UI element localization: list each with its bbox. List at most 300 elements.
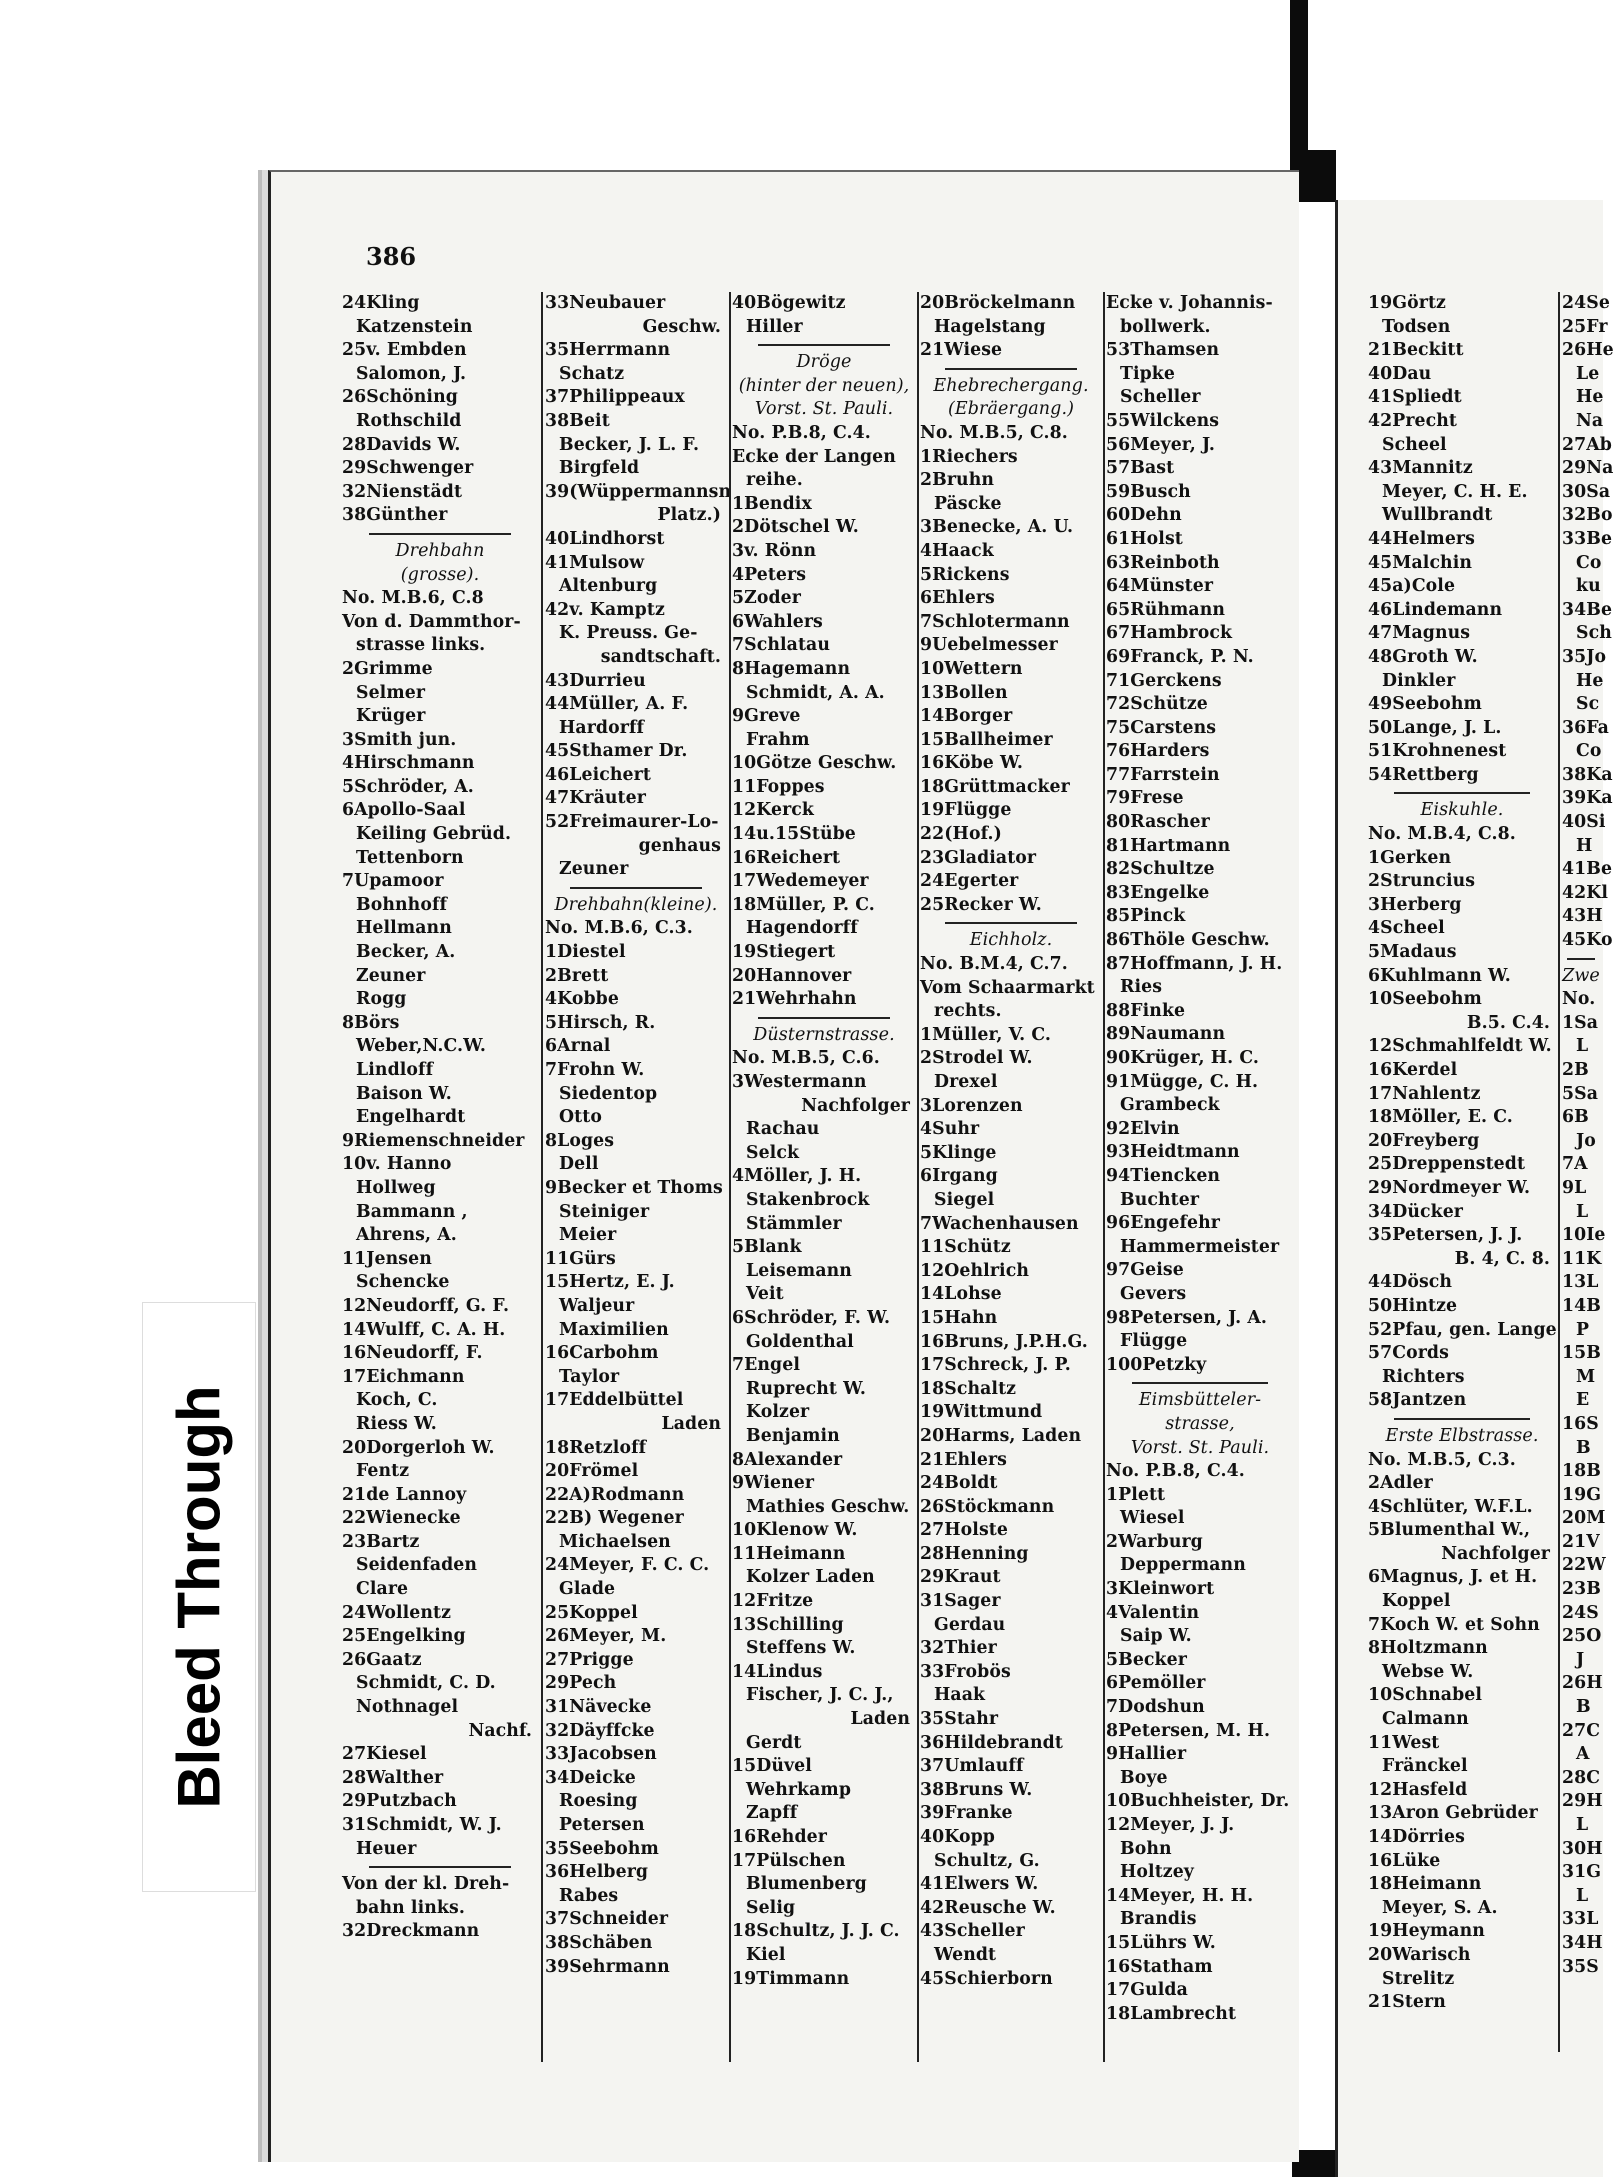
entry-line: 100Petzky <box>1106 1354 1207 1375</box>
entry-line: 43Scheller <box>920 1921 1025 1942</box>
entry-line: 76Harders <box>1106 741 1210 762</box>
entry-line: 11Schütz <box>920 1237 1011 1258</box>
entry-line: 33Jacobsen <box>545 1744 657 1765</box>
entry-line: 42v. Kamptz <box>545 599 665 620</box>
entry-line: 5Zoder <box>732 588 801 609</box>
entry-line: 53Thamsen <box>1106 340 1220 361</box>
entry-line: 42Reusche W. <box>920 1897 1056 1918</box>
entry-line: L <box>1576 1036 1589 1057</box>
entry-line: 29Pech <box>545 1673 617 1694</box>
entry-line: 12Kerck <box>732 800 814 821</box>
entry-line: 57Cords <box>1368 1343 1449 1364</box>
entry-line: Wiesel <box>1120 1508 1185 1529</box>
entry-line: 69Franck, P. N. <box>1106 646 1254 667</box>
entry-line: Richters <box>1382 1366 1465 1387</box>
entry-line: 14Lindus <box>732 1661 823 1682</box>
entry-line: 6Irgang <box>920 1166 998 1187</box>
entry-line: 36Helberg <box>545 1862 649 1883</box>
entry-line: Petersen <box>559 1815 645 1835</box>
entry-line: 26Gaatz <box>342 1649 422 1670</box>
entry-line: 34H <box>1562 1932 1603 1953</box>
entry-line: Goldenthal <box>746 1331 854 1352</box>
entry-line: 18Retzloff <box>545 1437 647 1458</box>
entry-line: 31Schmidt, W. J. <box>342 1815 502 1835</box>
entry-line: 6B <box>1562 1107 1589 1128</box>
entry-line: Saip W. <box>1120 1626 1192 1647</box>
entry-line: 39Ka <box>1562 788 1613 809</box>
entry-line: 25v. Embden <box>342 340 467 361</box>
entry-line: 56Meyer, J. <box>1106 434 1216 455</box>
entry-line: Keiling Gebrüd. <box>356 824 512 845</box>
entry-line: Selig <box>746 1897 796 1918</box>
entry-line: Holtzey <box>1120 1862 1194 1883</box>
entry-line: 2Bruhn <box>920 470 995 491</box>
entry-line: 49Seebohm <box>1368 694 1482 715</box>
section-rule <box>920 363 1102 375</box>
entry-line: 2B <box>1562 1060 1589 1080</box>
street-heading: Vorst. St. Pauli. <box>754 399 894 420</box>
entry-line: Wullbrandt <box>1382 505 1493 526</box>
entry-line: Jo <box>1576 1130 1596 1151</box>
entry-line: B <box>1576 1697 1591 1718</box>
entry-line: Na <box>1576 410 1604 431</box>
entry-line: Otto <box>559 1107 602 1128</box>
entry-line: 67Hambrock <box>1106 623 1233 644</box>
entry-line: 63Reinboth <box>1106 552 1220 573</box>
entry-line: Dell <box>559 1154 599 1175</box>
entry-line: 42Precht <box>1368 410 1458 431</box>
entry-line: 19G <box>1562 1484 1602 1505</box>
entry-line: 82Schultze <box>1106 859 1215 880</box>
entry-line: 15B <box>1562 1343 1601 1364</box>
entry-line: Drexel <box>934 1072 998 1092</box>
entry-line: 29Kraut <box>920 1567 1001 1588</box>
entry-line: 77Farrstein <box>1106 764 1220 785</box>
entry-line: 30Sa <box>1562 481 1611 502</box>
entry-line: 9Becker et Thoms <box>545 1177 723 1198</box>
entry-line: Becker, A. <box>356 942 456 963</box>
entry-line: 3v. Rönn <box>732 540 817 561</box>
entry-line: 37Philippeaux <box>545 387 685 408</box>
entry-line: L <box>1576 1201 1589 1222</box>
directory-column-6 <box>1368 292 1556 2015</box>
entry-line: Kiel <box>746 1944 786 1965</box>
directory-column-3 <box>732 292 916 1991</box>
entry-line: 9Wiener <box>732 1473 815 1494</box>
entry-line: Tipke <box>1120 363 1175 384</box>
entry-line: H <box>1576 835 1593 856</box>
entry-line: Gevers <box>1120 1283 1187 1304</box>
entry-line: 40Bögewitz <box>732 293 846 313</box>
entry-line: 11Foppes <box>732 776 825 797</box>
entry-line: 26Meyer, M. <box>545 1626 667 1647</box>
street-heading: (hinter der neuen), <box>738 375 910 396</box>
entry-line: 4Schlüter, W.F.L. <box>1368 1496 1533 1517</box>
entry-line: 35Herrmann <box>545 340 671 361</box>
entry-line: Heuer <box>356 1838 417 1859</box>
entry-line: Fischer, J. C. J., <box>746 1685 894 1706</box>
entry-line: 12Meyer, J. J. <box>1106 1815 1235 1835</box>
entry-line: 15Hahn <box>920 1307 998 1328</box>
entry-line: 25Recker W. <box>920 894 1042 915</box>
entry-line: 7Schlatau <box>732 635 830 656</box>
entry-line: 1Müller, V. C. <box>920 1024 1052 1045</box>
entry-line: Von der kl. Dreh- <box>342 1874 510 1895</box>
entry-line: 28Henning <box>920 1543 1029 1564</box>
entry-line: 8Börs <box>342 1012 400 1033</box>
entry-line: 8Hagemann <box>732 658 851 679</box>
entry-line: 4Möller, J. H. <box>732 1166 862 1187</box>
entry-line: 27Kiesel <box>342 1744 427 1765</box>
entry-line: Von d. Dammthor- <box>342 611 521 632</box>
entry-line: Michaelsen <box>559 1531 671 1552</box>
entry-line: sandtschaft. <box>600 646 721 667</box>
entry-line: 23Bartz <box>342 1531 420 1552</box>
entry-line: 15Lührs W. <box>1106 1932 1216 1953</box>
entry-line: Fentz <box>356 1461 410 1482</box>
entry-line: 13Aron Gebrüder <box>1368 1803 1538 1824</box>
entry-line: 33Frobös <box>920 1661 1011 1682</box>
section-rule <box>545 882 727 894</box>
entry-line: Sch <box>1576 623 1612 644</box>
entry-line: 20Hannover <box>732 965 852 986</box>
entry-line: 61Holst <box>1106 528 1183 549</box>
entry-line: Calmann <box>1382 1709 1469 1730</box>
entry-line: 18Schaltz <box>920 1378 1017 1399</box>
entry-line: 18Grüttmacker <box>920 776 1070 797</box>
scan-edge-top-bar-right <box>1298 150 1336 202</box>
entry-line: Bohnhoff <box>356 894 448 915</box>
entry-line: 23B <box>1562 1579 1601 1600</box>
entry-line: 64Münster <box>1106 576 1214 597</box>
entry-line: Rabes <box>559 1885 619 1906</box>
entry-line: 1Sa <box>1562 1012 1599 1033</box>
directory-column-2 <box>545 292 732 1979</box>
entry-line: 54Rettberg <box>1368 764 1479 785</box>
entry-line: 16Köbe W. <box>920 753 1023 774</box>
entry-line: Laden <box>850 1709 910 1730</box>
entry-line: 26He <box>1562 340 1614 361</box>
entry-line: 2Grimme <box>342 658 433 679</box>
entry-line: 33Neubauer <box>545 293 666 313</box>
entry-line: 39(Wüppermannsn <box>545 481 732 502</box>
entry-line: 50Hintze <box>1368 1295 1458 1316</box>
street-heading: (Ebräergang.) <box>947 399 1075 420</box>
entry-line: 4Valentin <box>1106 1602 1200 1623</box>
entry-line: 37Umlauff <box>920 1756 1024 1777</box>
entry-line: B <box>1576 1437 1591 1458</box>
entry-line: 96Engefehr <box>1106 1213 1220 1234</box>
entry-line: 16Lüke <box>1368 1850 1441 1871</box>
entry-line: 19Timmann <box>732 1968 850 1989</box>
entry-line: 9Greve <box>732 706 801 727</box>
entry-line: 28C <box>1562 1767 1601 1788</box>
street-heading: Dröge <box>796 352 852 373</box>
entry-line: ku <box>1576 576 1601 597</box>
entry-line: Ecke v. Johannis- <box>1106 293 1273 313</box>
entry-line: Päscke <box>934 493 1002 514</box>
entry-line: 8Holtzmann <box>1368 1638 1488 1659</box>
district-code: No. M.B.6, C.8 <box>342 588 484 609</box>
entry-line: 34Deicke <box>545 1767 636 1788</box>
entry-line: Salomon, J. <box>356 363 467 384</box>
entry-line: 21V <box>1562 1531 1600 1552</box>
entry-line: 6Kuhlmann W. <box>1368 965 1511 986</box>
entry-line: 20Frömel <box>545 1461 639 1482</box>
entry-line: Schencke <box>356 1272 450 1293</box>
entry-line: 52Pfau, gen. Lange <box>1368 1319 1557 1340</box>
entry-line: 10v. Hanno <box>342 1154 452 1175</box>
entry-line: Koppel <box>1382 1591 1451 1612</box>
entry-line: 13Bollen <box>920 682 1008 703</box>
entry-line: 40Kopp <box>920 1827 995 1847</box>
entry-line: 75Carstens <box>1106 717 1217 738</box>
entry-line: 34Dücker <box>1368 1201 1463 1222</box>
entry-line: Schultz, G. <box>934 1850 1040 1871</box>
entry-line: 57Bast <box>1106 458 1175 479</box>
entry-line: 17Schreck, J. P. <box>920 1355 1071 1376</box>
entry-line: 59Busch <box>1106 481 1191 502</box>
section-rule <box>732 1012 916 1024</box>
column-divider <box>1103 292 1105 2062</box>
entry-line: 14Wulff, C. A. H. <box>342 1319 506 1340</box>
entry-line: 5Madaus <box>1368 942 1457 963</box>
entry-line: 19Heymann <box>1368 1921 1485 1942</box>
entry-line: reihe. <box>746 470 803 491</box>
entry-line: 25Engelking <box>342 1626 466 1647</box>
entry-line: Fränckel <box>1382 1756 1468 1777</box>
street-heading: Eimsbütteler- <box>1138 1390 1262 1411</box>
entry-line: Siegel <box>934 1189 995 1210</box>
entry-line: Nachf. <box>468 1720 532 1741</box>
entry-line: 5Klinge <box>920 1142 997 1163</box>
entry-line: 23Gladiator <box>920 847 1037 868</box>
entry-line: 88Finke <box>1106 1000 1186 1021</box>
entry-line: 27Ab <box>1562 434 1612 455</box>
entry-line: Scheel <box>1382 434 1447 455</box>
entry-line: 38Beit <box>545 410 610 431</box>
entry-line: Hagendorff <box>746 918 858 939</box>
entry-line: 10Wettern <box>920 658 1023 679</box>
entry-line: 2Adler <box>1368 1473 1433 1494</box>
entry-line: 21Wehrhahn <box>732 989 857 1010</box>
directory-column-4 <box>920 292 1102 1991</box>
entry-line: Zeuner <box>559 859 629 880</box>
entry-line: 16Neudorff, F. <box>342 1343 483 1364</box>
entry-line: 24Meyer, F. C. C. <box>545 1555 710 1576</box>
entry-line: 11Jensen <box>342 1248 432 1269</box>
entry-line: 58Jantzen <box>1368 1390 1467 1411</box>
entry-line: Nachfolger <box>1441 1543 1550 1564</box>
entry-line: 5Becker <box>1106 1649 1187 1670</box>
entry-line: 46Lindemann <box>1368 599 1503 620</box>
entry-line: 20Harms, Laden <box>920 1425 1082 1446</box>
entry-line: Becker, J. L. F. <box>559 434 700 455</box>
entry-line: 14u.15Stübe <box>732 824 856 845</box>
entry-line: 8Petersen, M. H. <box>1106 1720 1271 1741</box>
entry-line: 44Dösch <box>1368 1272 1453 1293</box>
entry-line: 39Sehrmann <box>545 1956 670 1977</box>
entry-line: 50Lange, J. L. <box>1368 717 1502 738</box>
entry-line: 6Arnal <box>545 1036 611 1057</box>
entry-line: 91Mügge, C. H. <box>1106 1071 1259 1092</box>
entry-line: 25Dreppenstedt <box>1368 1154 1526 1175</box>
entry-line: 20Dorgerloh W. <box>342 1437 495 1458</box>
entry-line: 20Warisch <box>1368 1944 1471 1965</box>
entry-line: 13L <box>1562 1272 1599 1293</box>
entry-line: 12Oehlrich <box>920 1260 1029 1281</box>
entry-line: 47Magnus <box>1368 623 1471 644</box>
entry-line: 29Na <box>1562 458 1614 479</box>
entry-line: Nachfolger <box>801 1095 910 1116</box>
entry-line: Kolzer Laden <box>746 1567 875 1588</box>
entry-line: 94Tiencken <box>1106 1165 1221 1186</box>
entry-line: 16Statham <box>1106 1956 1213 1977</box>
entry-line: Meier <box>559 1225 617 1246</box>
entry-line: 71Gerckens <box>1106 670 1222 691</box>
column-divider <box>729 292 731 2062</box>
street-heading: Eichholz. <box>969 930 1053 951</box>
bleed-through-label <box>142 1302 256 1892</box>
entry-line: Krüger <box>356 706 426 727</box>
entry-line: Ahrens, A. <box>356 1225 457 1246</box>
entry-line: 22Wienecke <box>342 1508 461 1529</box>
entry-line: bahn links. <box>356 1897 465 1918</box>
entry-line: 44Müller, A. F. <box>545 694 689 715</box>
entry-line: 20M <box>1562 1508 1606 1529</box>
entry-line: 25O <box>1562 1626 1602 1647</box>
entry-line: Haak <box>934 1685 986 1706</box>
entry-line: 22(Hof.) <box>920 824 1002 845</box>
entry-line: 35Petersen, J. J. <box>1368 1225 1523 1246</box>
entry-line: 27Prigge <box>545 1649 634 1670</box>
entry-line: 85Pinck <box>1106 906 1186 927</box>
entry-line: Zeuner <box>356 965 426 986</box>
entry-line: 1Bendix <box>732 493 812 514</box>
entry-line: Birgfeld <box>559 458 640 479</box>
street-heading: Eiskuhle. <box>1420 800 1504 821</box>
entry-line: Boye <box>1120 1767 1168 1788</box>
entry-line: 26Schöning <box>342 387 458 408</box>
entry-line: Leisemann <box>746 1260 852 1281</box>
district-code: No. <box>1562 989 1596 1010</box>
entry-line: Rothschild <box>356 410 462 431</box>
entry-line: 65Rühmann <box>1106 599 1226 620</box>
entry-line: Schatz <box>559 363 625 384</box>
entry-line: 35Seebohm <box>545 1838 659 1859</box>
entry-line: 40Si <box>1562 812 1606 833</box>
entry-line: 32Nienstädt <box>342 481 463 502</box>
street-heading: Drehbahn <box>395 540 485 561</box>
section-rule <box>732 339 916 351</box>
entry-line: 24Kling <box>342 293 420 313</box>
entry-line: 47Kräuter <box>545 788 646 809</box>
street-heading: Ehebrechergang. <box>933 375 1089 396</box>
entry-line: Grambeck <box>1120 1095 1220 1116</box>
district-code: No. P.B.8, C.4. <box>1106 1461 1245 1482</box>
entry-line: 17Nahlentz <box>1368 1083 1481 1104</box>
street-heading: Drehbahn(kleine). <box>554 894 718 915</box>
entry-line: Siedentop <box>559 1083 658 1104</box>
entry-line: Mathies Geschw. <box>746 1496 910 1517</box>
section-rule <box>342 1861 538 1873</box>
entry-line: 6Wahlers <box>732 611 823 632</box>
entry-line: 24Egerter <box>920 871 1019 892</box>
entry-line: 25Fr <box>1562 316 1608 337</box>
entry-line: Clare <box>356 1579 409 1600</box>
street-heading: Vorst. St. Pauli. <box>1130 1437 1270 1458</box>
entry-line: Hellmann <box>356 918 452 939</box>
section-rule <box>1368 1413 1556 1425</box>
entry-line: 5Sa <box>1562 1083 1599 1104</box>
entry-line: Selck <box>746 1142 800 1163</box>
entry-line: 5Hirsch, R. <box>545 1012 656 1033</box>
entry-line: 17Eddelbüttel <box>545 1390 684 1411</box>
entry-line: 21Beckitt <box>1368 340 1464 361</box>
entry-line: 35S <box>1562 1956 1599 1977</box>
entry-line: Nothnagel <box>356 1697 459 1718</box>
entry-line: 7Engel <box>732 1355 801 1376</box>
entry-line: Hollweg <box>356 1177 436 1198</box>
street-heading: Erste Elbstrasse. <box>1385 1425 1539 1446</box>
entry-line: 36Hildebrandt <box>920 1732 1063 1753</box>
entry-line: 28Walther <box>342 1767 444 1788</box>
entry-line: Lindloff <box>356 1060 434 1080</box>
entry-line: 86Thöle Geschw. <box>1106 930 1270 951</box>
entry-line: Blumenberg <box>746 1874 867 1895</box>
entry-line: 41Spliedt <box>1368 387 1462 408</box>
entry-line: 18Schultz, J. J. C. <box>732 1921 900 1942</box>
entry-line: 40Dau <box>1368 363 1432 384</box>
entry-line: 15Düvel <box>732 1756 812 1777</box>
entry-line: 43Durrieu <box>545 670 646 691</box>
entry-line: 21Stern <box>1368 1992 1446 2013</box>
entry-line: 51Krohnenest <box>1368 741 1507 762</box>
entry-line: A <box>1576 1744 1590 1765</box>
entry-line: 17Gulda <box>1106 1980 1188 2001</box>
entry-line: 20Freyberg <box>1368 1130 1480 1151</box>
entry-line: 38Günther <box>342 505 448 526</box>
entry-line: Todsen <box>1382 316 1451 337</box>
entry-line: 17Pülschen <box>732 1850 846 1871</box>
entry-line: 2Brett <box>545 965 609 986</box>
entry-line: 4Peters <box>732 564 807 585</box>
entry-line: 16Bruns, J.P.H.G. <box>920 1331 1088 1352</box>
entry-line: Flügge <box>1120 1331 1188 1352</box>
entry-line: Vom Schaarmarkt <box>920 977 1095 998</box>
entry-line: Rogg <box>356 989 407 1010</box>
entry-line: 79Frese <box>1106 788 1184 809</box>
entry-line: Le <box>1576 363 1600 384</box>
entry-line: 31Sager <box>920 1591 1001 1612</box>
entry-line: 18Lambrecht <box>1106 2003 1237 2024</box>
entry-line: 5Rickens <box>920 564 1010 585</box>
entry-line: 3Kleinwort <box>1106 1579 1215 1600</box>
entry-line: Gerdt <box>746 1732 802 1753</box>
entry-line: 15Ballheimer <box>920 729 1053 750</box>
entry-line: 16Rehder <box>732 1827 827 1847</box>
entry-line: 2Warburg <box>1106 1531 1203 1552</box>
entry-line: 19Stiegert <box>732 942 836 963</box>
entry-line: 18Möller, E. C. <box>1368 1107 1513 1128</box>
entry-line: 14B <box>1562 1295 1601 1316</box>
entry-line: 12Fritze <box>732 1591 814 1612</box>
entry-line: 27Holste <box>920 1520 1008 1541</box>
district-code: No. B.M.4, C.7. <box>920 954 1068 975</box>
section-rule <box>1106 1377 1294 1389</box>
entry-line: 43H <box>1562 906 1603 927</box>
entry-line: 2Dötschel W. <box>732 517 859 538</box>
